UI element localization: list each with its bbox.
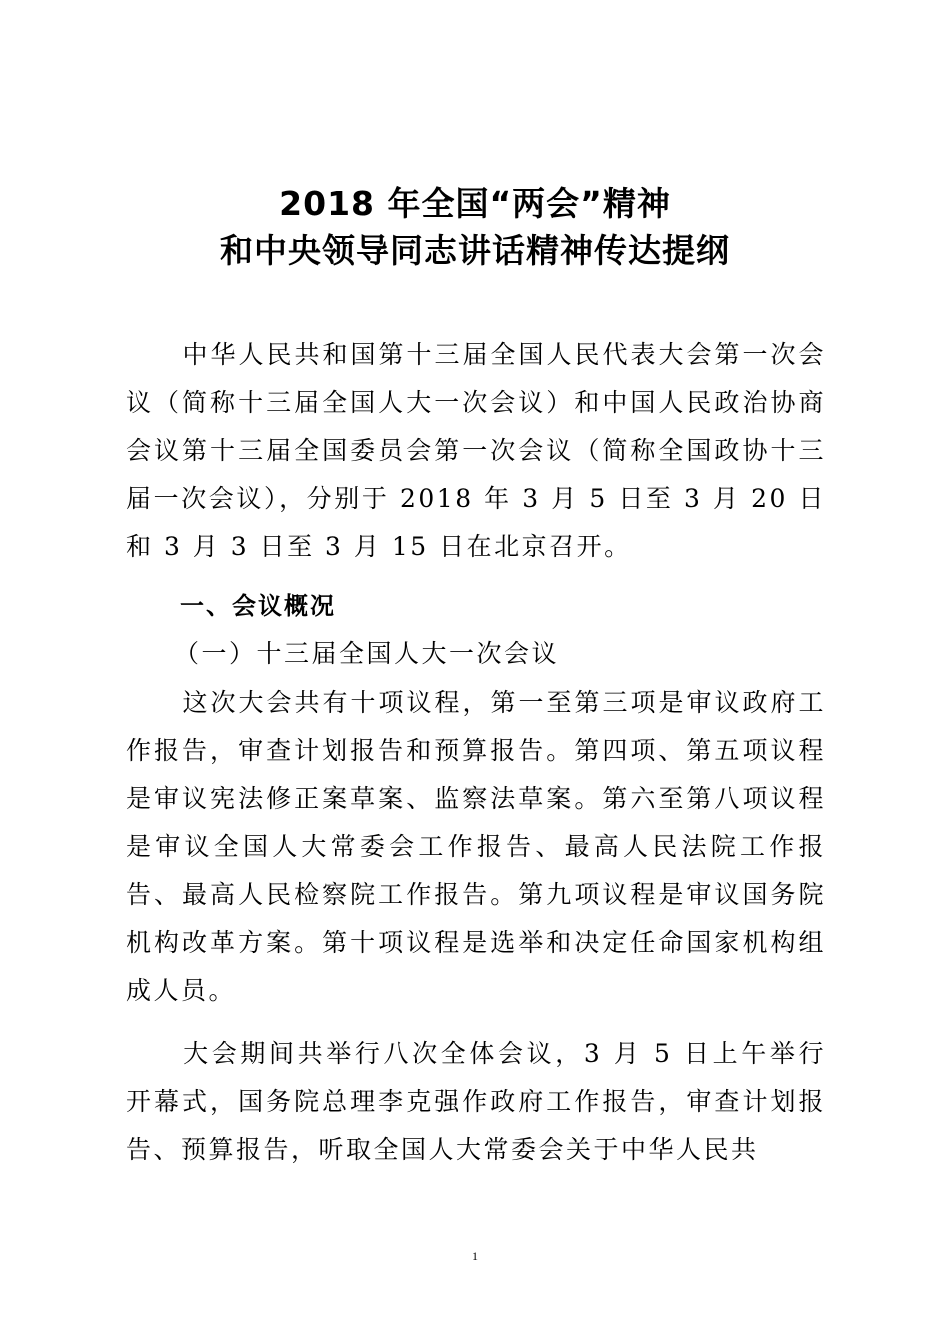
document-title-line1: 2018 年全国“两会”精神	[279, 184, 671, 223]
agenda-paragraph-text: 这次大会共有十项议程，第一至第三项是审议政府工作报告，审查计划报告和预算报告。第四项、第五项议程是审议宪法修正案草案、监察法草案。第六至第八项议程是审议全国人大常委会工作报告、最高人民法院工作报告、最高人民检察院工作报告。第九项议程是审议国务院机构改革方案。第十项议程是选举和决定任命国家机构组成人员。	[126, 688, 826, 1005]
intro-paragraph-text: 中华人民共和国第十三届全国人民代表大会第一次会议（简称十三届全国人大一次会议）和中国人民政治协商会议第十三届全国委员会第一次会议（简称全国政协十三届一次会议），分别于 2018 年 3 月 5 日至 3 月 20 日和 3 月 3 日至 3 月 15 日在北京召开。	[126, 340, 826, 561]
section-heading: 一、会议概况	[180, 592, 336, 620]
subsection-heading: （一）十三届全国人大一次会议	[174, 639, 560, 668]
agenda-paragraph	[126, 679, 826, 1015]
plenary-paragraph-text: 大会期间共举行八次全体会议，3 月 5 日上午举行开幕式，国务院总理李克强作政府工作报告，审查计划报告、预算报告，听取全国人大常委会关于中华人民共	[126, 1039, 826, 1164]
page-number: 1	[472, 1249, 478, 1263]
plenary-paragraph	[126, 1030, 826, 1174]
intro-paragraph	[126, 331, 826, 571]
document-title-line2: 和中央领导同志讲话精神传达提纲	[220, 231, 730, 270]
